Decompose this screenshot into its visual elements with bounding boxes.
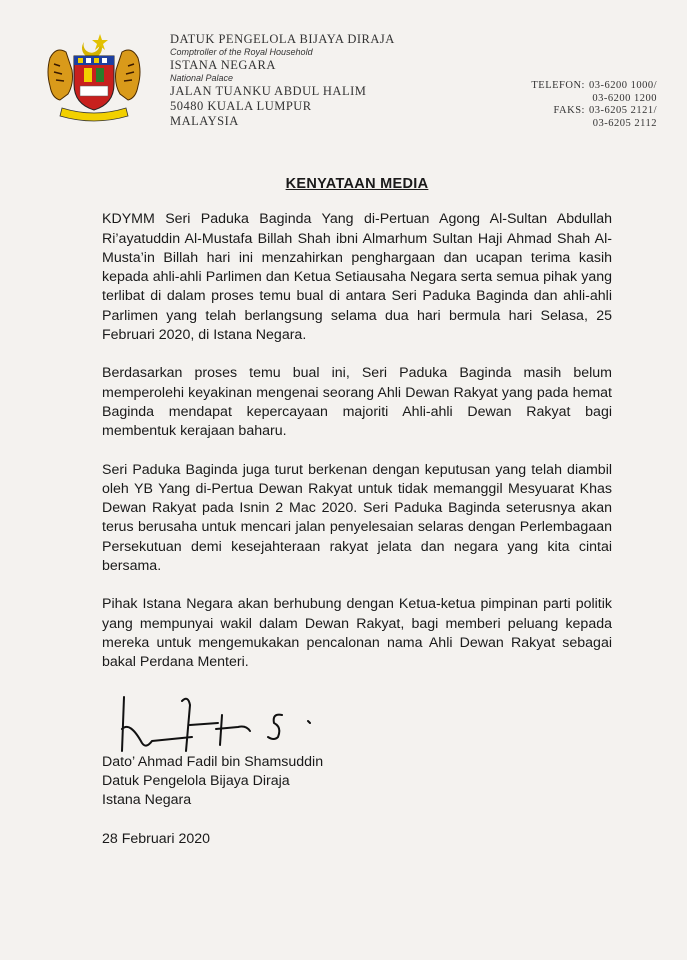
fax-number-1: 03-6205 2121/: [588, 105, 657, 116]
country: MALAYSIA: [170, 114, 239, 128]
fax-label: FAKS:: [553, 105, 585, 116]
signer-position: Datuk Pengelola Bijaya Diraja: [102, 772, 290, 789]
phone-number-1: 03-6200 1000/: [588, 80, 657, 91]
paragraph-1: KDYMM Seri Paduka Baginda Yang di-Pertuan Agong Al-Sultan Abdullah Ri’ayatuddin Al-Mustafa Billah Shah ibni Almarhum Sultan Haji Ahmad Shah Al-Musta’in Billah hari ini menzahirkan penghargaan dan ucapan terima kasih kepada ahli-ahli Parlimen dan Ketua Setiausaha Negara serta semua pihak yang terlibat di dalam proses temu bual di antara Seri Paduka Baginda dan ahli-ahli Parlimen yang telah berlangsung selama dua hari bermula hari Selasa, 25 Februari 2020, di Istana Negara.: [102, 211, 612, 344]
paragraph-2: Berdasarkan proses temu bual ini, Seri Paduka Baginda masih belum memperolehi keyakinan mengenai seorang Ahli Dewan Rakyat yang pada hemat Baginda mendapat kepercayaan majoriti Ahli-ahli Dewan Rakyat bagi membentuk kerajaan baharu.: [102, 365, 612, 440]
signer-office: Istana Negara: [102, 792, 192, 809]
fax-number-2: 03-6205 2112: [592, 117, 657, 129]
city-address: 50480 KUALA LUMPUR: [170, 99, 312, 113]
phone-label: TELEFON:: [531, 80, 585, 91]
street-address: JALAN TUANKU ABDUL HALIM: [170, 84, 367, 98]
phone-line-2: [531, 93, 657, 106]
document-title: KENYATAAN MEDIA: [285, 176, 429, 192]
letterhead: [0, 0, 687, 150]
coat-of-arms-icon: [40, 28, 148, 124]
org-name: DATUK PENGELOLA BIJAYA DIRAJA: [170, 32, 395, 46]
org-name-english: Comptroller of the Royal Household: [170, 47, 313, 57]
phone-line-1: [531, 80, 657, 93]
paragraph-3: Seri Paduka Baginda juga turut berkenan dengan keputusan yang telah diambil oleh YB Yang di-Pertua Dewan Rakyat untuk tidak memanggil Mesyuarat Khas Dewan Rakyat pada Isnin 2 Mac 2020. Seri Paduka Baginda seterusnya akan terus berusaha untuk mencari jalan penyelesaian selaras dengan Perlembagaan Persekutuan demi kesejahteraan rakyat jelata dan negara yang kita cintai bersama.: [102, 461, 612, 575]
signature-area: [102, 695, 612, 753]
paragraph-4: Pihak Istana Negara akan berhubung dengan Ketua-ketua pimpinan parti politik yang mempunyai wakil dalam Dewan Rakyat, bagi memberi peluang kepada mereka untuk mengemukakan pencalonan nama Ahli Dewan Rakyat sebagai bakal Perdana Menteri.: [102, 596, 612, 671]
fax-line-2: [531, 118, 657, 131]
contact-block: [531, 80, 657, 130]
palace-name-english: National Palace: [170, 73, 234, 83]
handwritten-signature: [112, 695, 372, 755]
palace-name: ISTANA NEGARA: [170, 58, 276, 72]
signer-block: [102, 753, 612, 811]
fax-line-1: [531, 105, 657, 118]
document-date: 28 Februari 2020: [102, 831, 211, 848]
letter-body: [102, 175, 612, 850]
phone-number-2: 03-6200 1200: [592, 92, 657, 104]
signer-name: Dato’ Ahmad Fadil bin Shamsuddin: [102, 753, 324, 770]
letterhead-address-block: [170, 32, 395, 129]
